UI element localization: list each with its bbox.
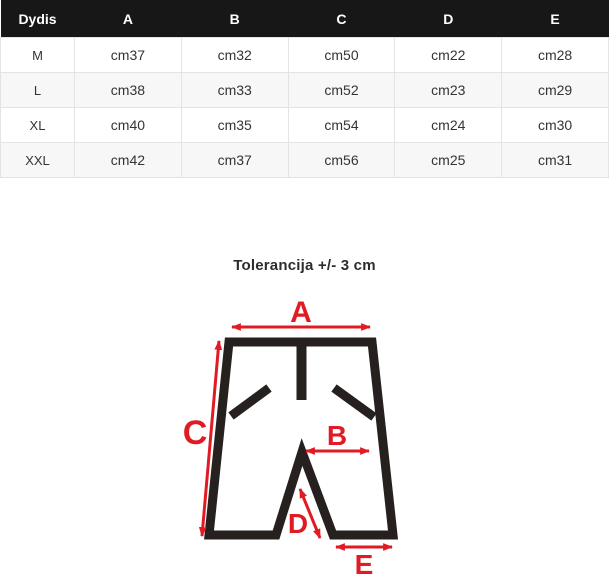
table-row-l: [1, 73, 609, 108]
measurement-cell: cm40: [75, 108, 182, 143]
measurement-cell: cm50: [288, 38, 395, 73]
size-label: XXL: [1, 143, 75, 178]
measurement-cell: cm24: [395, 108, 502, 143]
measurement-cell: cm28: [502, 38, 609, 73]
shorts-outline: [209, 342, 393, 535]
measurement-cell: cm37: [75, 38, 182, 73]
measurement-cell: cm22: [395, 38, 502, 73]
measurement-cell: cm33: [181, 73, 288, 108]
header-cell-e: E: [502, 0, 609, 38]
measurement-cell: cm23: [395, 73, 502, 108]
measure-label-b: B: [326, 420, 348, 451]
measurement-cell: cm38: [75, 73, 182, 108]
measure-label-a: A: [290, 296, 312, 329]
table-row-m: [1, 38, 609, 73]
tolerance-note: Tolerancija +/- 3 cm: [233, 257, 376, 274]
measurement-cell: cm29: [502, 73, 609, 108]
measurement-cell: cm32: [181, 38, 288, 73]
measure-label-e: E: [354, 549, 374, 580]
left-pocket-line: [231, 388, 269, 416]
size-label: XL: [1, 108, 75, 143]
table-row-xl: [1, 108, 609, 143]
right-pocket-line: [334, 388, 374, 417]
header-cell-a: A: [75, 0, 182, 38]
measurement-cell: cm35: [181, 108, 288, 143]
measurement-cell: cm37: [181, 143, 288, 178]
shorts-measurement-diagram: [150, 290, 460, 587]
size-label: M: [1, 38, 75, 73]
measurement-cell: cm54: [288, 108, 395, 143]
header-cell-dydis: Dydis: [1, 0, 75, 38]
header-cell-b: B: [181, 0, 288, 38]
measurement-cell: cm31: [502, 143, 609, 178]
measurement-cell: cm30: [502, 108, 609, 143]
size-label: L: [1, 73, 75, 108]
size-table: [0, 0, 609, 178]
measure-label-d: D: [287, 508, 309, 539]
measurement-cell: cm56: [288, 143, 395, 178]
measure-label-c: C: [182, 414, 208, 452]
size-table-header-row: [1, 0, 609, 38]
measurement-cell: cm42: [75, 143, 182, 178]
measurement-cell: cm52: [288, 73, 395, 108]
header-cell-c: C: [288, 0, 395, 38]
table-row-xxl: [1, 143, 609, 178]
measurement-cell: cm25: [395, 143, 502, 178]
header-cell-d: D: [395, 0, 502, 38]
